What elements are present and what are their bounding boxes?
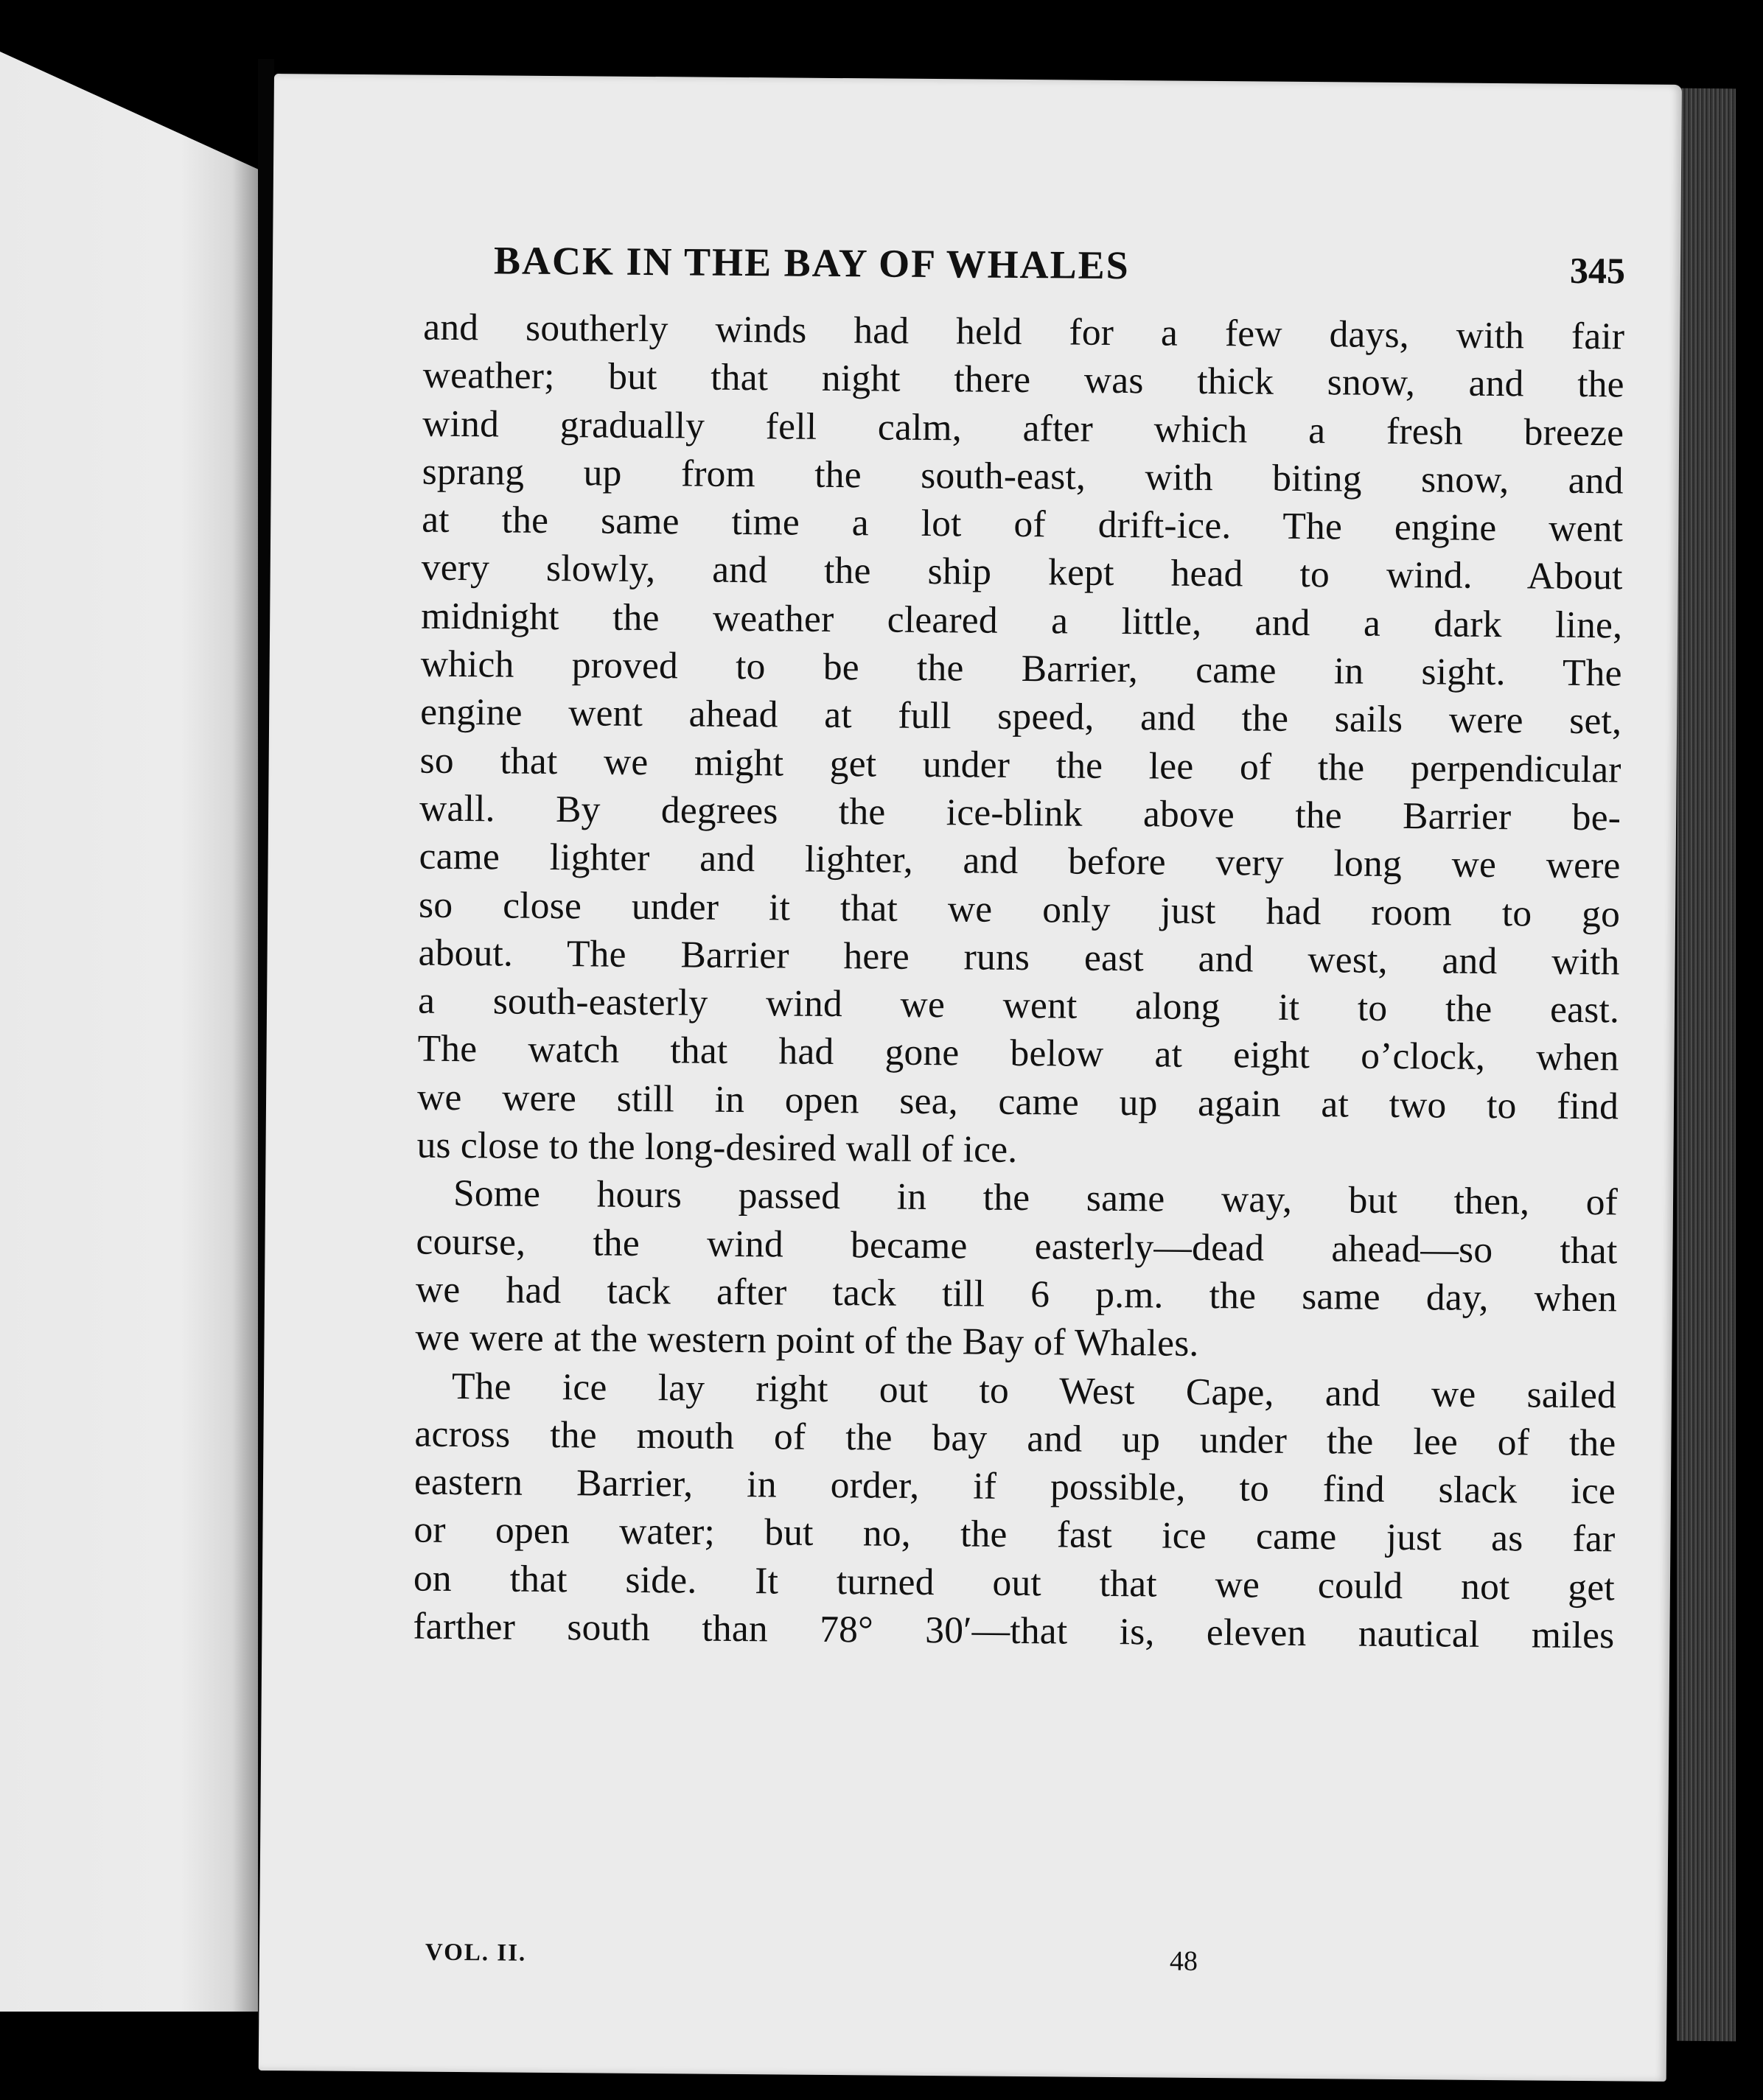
text-line: wind gradually fell calm, after which a fresh breeze [422,402,1624,454]
text-line: at the same time a lot of drift-ice. The engine went [422,498,1624,550]
text-line: course, the wind became easterly—dead ahead—so that [416,1220,1618,1273]
text-line: we were at the western point of the Bay of Whales. [415,1316,1199,1365]
text-line: a south-easterly wind we went along it to the east. [417,979,1620,1032]
running-title: BACK IN THE BAY OF WHALES [493,238,1130,288]
text-line: Some hours passed in the same way, but then, of [453,1172,1619,1224]
book-page [259,74,1682,2082]
text-line: very slowly, and the ship kept head to wind. About [421,547,1623,598]
text-line: and southerly winds had held for a few days, with fair [423,306,1625,358]
text-line: midnight the weather cleared a little, and a dark line, [421,595,1623,647]
text-line: engine went ahead at full speed, and the sails were set, [419,690,1622,743]
text-line: weather; but that night there was thick snow, and the [422,354,1624,406]
text-line: sprang up from the south-east, with biting snow, and [422,450,1624,503]
text-line: came lighter and lighter, and before very long we were [419,835,1621,887]
signature-mark: 48 [1169,1945,1198,1977]
text-line: farther south than 78° 30′—that is, eleven nautical miles [413,1605,1615,1657]
volume-mark: VOL. II. [425,1939,527,1967]
text-line: across the mouth of the bay and up under the lee of the [414,1413,1616,1465]
text-line: wall. By degrees the ice-blink above the Barrier be- [419,787,1621,839]
text-line: eastern Barrier, in order, if possible, to find slack ice [413,1460,1616,1513]
page-header [494,237,1626,305]
left-facing-page [0,52,258,2012]
page-number: 345 [1569,249,1626,292]
text-line: The watch that had gone below at eight o’clock, when [417,1028,1619,1079]
text-line: so close under it that we only just had room to go [418,883,1621,935]
text-line: we had tack after tack till 6 p.m. the same day, when [415,1268,1618,1320]
text-line: us close to the long-desired wall of ice. [416,1124,1018,1172]
text-line: The ice lay right out to West Cape, and we sailed [451,1365,1617,1416]
text-line: on that side. It turned out that we could not get [413,1557,1616,1609]
page-footer [411,1939,1612,1986]
body-text [413,304,1624,1660]
page-stack-edge [1677,88,1736,2042]
text-line: which proved to be the Barrier, came in sight. The [420,643,1622,695]
text-line: we were still in open sea, came up again at two to find [416,1076,1619,1128]
text-line: about. The Barrier here runs east and west, and with [418,931,1620,984]
text-line: or open water; but no, the fast ice came just as far [413,1508,1616,1561]
text-line: so that we might get under the lee of the perpendicular [419,739,1621,791]
